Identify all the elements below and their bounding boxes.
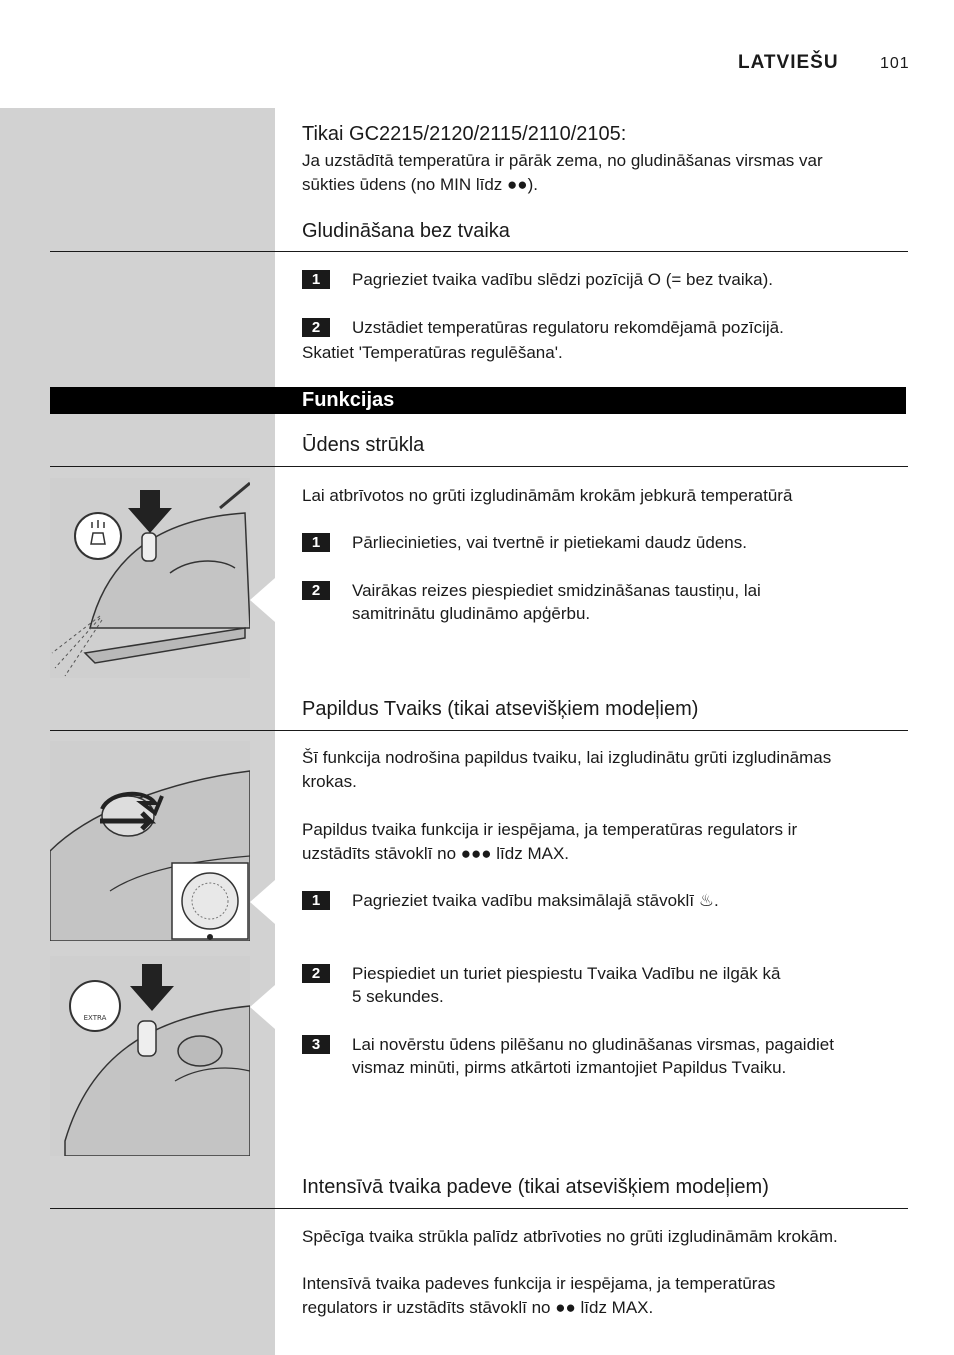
pointer-triangle (250, 578, 275, 622)
step-text: Pagrieziet tvaika vadību maksimālajā stāvoklī ♨. (352, 891, 719, 910)
step-text: Uzstādiet temperatūras regulatoru rekomdējamā pozīcijā. (352, 318, 784, 337)
step-text-line1: Piespiediet un turiet piespiestu Tvaika Vadību ne ilgāk kā (352, 964, 781, 983)
spray-intro: Lai atbrīvotos no grūti izgludināmām krokām jebkurā temperatūrā (302, 486, 793, 505)
dry-step-2 (302, 316, 784, 339)
extra-steam-press-illustration (50, 956, 250, 1156)
step-number: 3 (302, 1035, 330, 1054)
header-language: LATVIEŠU (738, 52, 839, 73)
step-number: 2 (302, 318, 330, 337)
step-text-line2: samitrinātu gludināmo apģērbu. (352, 604, 591, 623)
shot-heading: Intensīvā tvaika padeve (tikai atsevišķiem modeļiem) (302, 1176, 769, 1198)
step-number: 1 (302, 533, 330, 552)
step-text-line1: Lai novērstu ūdens pilēšanu no gludināšanas virsmas, pagaidiet (352, 1035, 834, 1054)
left-gray-sidebar (0, 108, 275, 1355)
dry-note: Skatiet 'Temperatūras regulēšana'. (302, 343, 563, 362)
extra-steam-heading: Papildus Tvaiks (tikai atsevišķiem modeļiem) (302, 698, 699, 720)
step-text: Pārliecinieties, vai tvertnē ir pietiekami daudz ūdens. (352, 533, 747, 552)
models-text-line2: sūkties ūdens (no MIN līdz ●●). (302, 175, 538, 194)
section-divider (50, 466, 908, 467)
extra-steam-step-2 (302, 962, 780, 1008)
step-text: Pagrieziet tvaika vadību slēdzi pozīcijā O (= bez tvaika). (352, 270, 773, 289)
extra-steam-step-1 (302, 889, 719, 912)
spray-step-1 (302, 531, 747, 554)
step-text-line1: Vairākas reizes piespiediet smidzināšanas taustiņu, lai (352, 581, 761, 600)
section-divider (50, 1208, 908, 1209)
dry-ironing-heading: Gludināšana bez tvaika (302, 220, 510, 242)
extra-steam-p2-line1: Papildus tvaika funkcija ir iespējama, ja temperatūras regulators ir (302, 820, 798, 839)
section-divider (50, 251, 908, 252)
shot-p2-line1: Intensīvā tvaika padeves funkcija ir iespējama, ja temperatūras (302, 1274, 776, 1293)
shot-p1: Spēcīga tvaika strūkla palīdz atbrīvoties no grūti izgludināmām krokām. (302, 1227, 838, 1246)
spray-illustration (50, 478, 250, 678)
extra-steam-p1-line2: krokas. (302, 772, 357, 791)
step-number: 2 (302, 581, 330, 600)
dial-extra-label: EXTRA (83, 1014, 107, 1022)
step-number: 1 (302, 270, 330, 289)
pointer-triangle (250, 880, 275, 924)
step-number: 2 (302, 964, 330, 983)
extra-steam-p2-line2: uzstādīts stāvoklī no ●●● līdz MAX. (302, 844, 570, 863)
models-heading: Tikai GC2215/2120/2115/2110/2105: (302, 123, 627, 145)
step-text-line2: 5 sekundes. (352, 987, 444, 1006)
spray-heading: Ūdens strūkla (302, 434, 425, 456)
extra-steam-p1-line1: Šī funkcija nodrošina papildus tvaiku, lai izgludinātu grūti izgludināmas (302, 748, 832, 767)
step-text-line2: vismaz minūti, pirms atkārtoti izmantojiet Papildus Tvaiku. (352, 1058, 787, 1077)
features-band (50, 387, 906, 414)
extra-steam-step-3 (302, 1033, 834, 1079)
extra-steam-dial-illustration (50, 741, 250, 941)
features-band-label: Funkcijas (302, 389, 395, 411)
shot-p2-line2: regulators ir uzstādīts stāvoklī no ●● līdz MAX. (302, 1298, 654, 1317)
page-number: 101 (880, 55, 910, 72)
models-text-line1: Ja uzstādītā temperatūra ir pārāk zema, no gludināšanas virsmas var (302, 151, 823, 170)
pointer-triangle (250, 985, 275, 1029)
section-divider (50, 730, 908, 731)
spray-step-2 (302, 579, 761, 625)
step-number: 1 (302, 891, 330, 910)
dry-step-1 (302, 268, 773, 291)
